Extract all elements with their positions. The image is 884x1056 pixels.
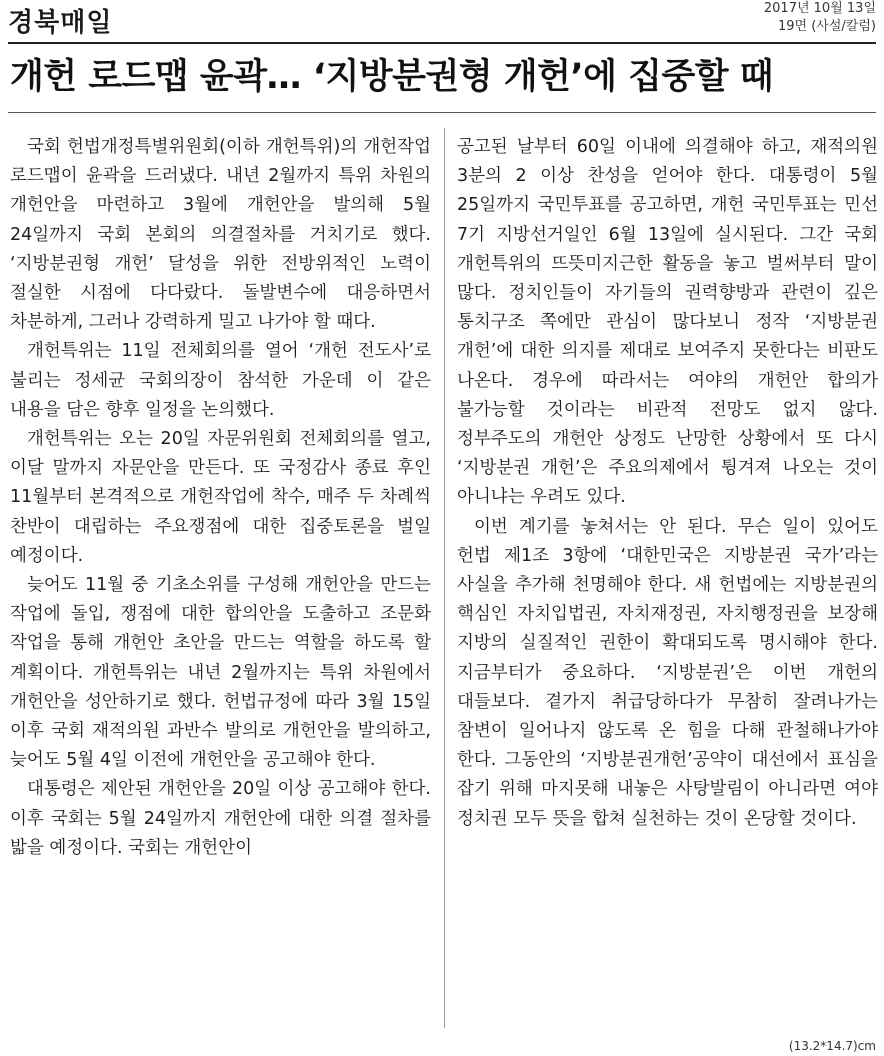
clipping-size-note: (13.2*14.7)cm [788, 1039, 876, 1053]
article-paragraph: 개헌특위는 오는 20일 자문위원회 전체회의를 열고, 이달 말까지 자문안을 만든다. 또 국정감사 종료 후인 11월부터 본격적으로 개헌작업에 착수, 매주 두 차례씩 찬반이 대립하는 주요쟁점에 대한 집중토론을 벌일 예정이다. [10, 429, 431, 566]
article-paragraph: 국회 헌법개정특별위원회(이하 개헌특위)의 개헌작업 로드맵이 윤곽을 드러냈다. 내년 2월까지 특위 차원의 개헌안을 마련하고 3월에 개헌안을 발의해 5월 24일까지 국회 본회의 의결절차를 거치기로 했다. ‘지방분권형 개헌’ 달성을 위한 전방위적인 노력이 절실한 시점에 다다랐다. 돌발변수에 대응하면서 차분하게, 그러나 강력하게 밀고 나가야 할 때다. [10, 137, 431, 333]
article-paragraph: 늦어도 11월 중 기초소위를 구성해 개헌안을 만드는 작업에 돌입, 쟁점에 대한 합의안을 도출하고 조문화 작업을 통해 개헌안 초안을 만드는 역할을 하도록 할 계획이다. 개헌특위는 내년 2월까지는 특위 차원에서 개헌안을 성안하기로 했다. 헌법규정에 따라 3월 15일 이후 국회 재적의원 과반수 발의로 개헌안을 발의하고, 늦어도 5월 4일 이전에 개헌안을 공고해야 한다. [10, 575, 431, 771]
article-paragraph: 개헌특위는 11일 전체회의를 열어 ‘개헌 전도사’로 불리는 정세균 국회의장이 참석한 가운데 이 같은 내용을 담은 향후 일정을 논의했다. [10, 341, 431, 420]
article-paragraph: 공고된 날부터 60일 이내에 의결해야 하고, 재적의원 3분의 2 이상 찬성을 얻어야 한다. 대통령이 5월 25일까지 국민투표를 공고하면, 개헌 국민투표는 민선 7기 지방선거일인 6월 13일에 실시된다. 그간 국회 개헌특위의 뜨뜻미지근한 활동을 놓고 벌써부터 말이 많다. 정치인들이 자기들의 권력향방과 관련이 깊은 통치구조 쪽에만 관심이 많다보니 정작 ‘지방분권 개헌’에 대한 의지를 제대로 보여주지 못한다는 비판도 나온다. 경우에 따라서는 여야의 개헌안 합의가 불가능할 것이라는 비관적 전망도 없지 않다. 정부주도의 개헌안 상정도 난망한 상황에서 또 다시 ‘지방분권 개헌’은 주요의제에서 튕겨져 나오는 것이 아니냐는 우려도 있다. [457, 137, 878, 508]
newspaper-masthead: 경북매일 [8, 8, 113, 38]
publication-date: 2017년 10월 13일 [763, 1, 876, 16]
article-column-left [10, 133, 431, 863]
publication-meta [764, 0, 876, 36]
article-paragraph: 이번 계기를 놓쳐서는 안 된다. 무슨 일이 있어도 헌법 제1조 3항에 ‘대한민국은 지방분권 국가’라는 사실을 추가해 천명해야 한다. 새 헌법에는 지방분권의 핵심인 자치입법권, 자치재정권, 자치행정권을 보장해 지방의 실질적인 권한이 확대되도록 명시해야 한다. 지금부터가 중요하다. ‘지방분권’은 이번 개헌의 대들보다. 곁가지 취급당하다가 무참히 잘려나가는 참변이 일어나지 않도록 온 힘을 다해 관철해나가야 한다. 그동안의 ‘지방분권개헌’공약이 대선에서 표심을 잡기 위해 마지못해 내놓은 사탕발림이 아니라면 여야 정치권 모두 뜻을 합쳐 실천하는 것이 온당할 것이다. [457, 516, 878, 829]
page-section: 19면 (사설/칼럼) [778, 19, 876, 34]
article-headline: 개헌 로드맵 윤곽… ‘지방분권형 개헌’에 집중할 때 [10, 57, 774, 97]
article-paragraph: 대통령은 제안된 개헌안을 20일 이상 공고해야 한다. 이후 국회는 5월 24일까지 개헌안에 대한 의결 절차를 밟을 예정이다. 국회는 개헌안이 [10, 779, 431, 858]
column-divider [444, 128, 445, 1028]
headline-rule [8, 112, 876, 113]
header-rule [8, 42, 876, 44]
article-column-right [457, 133, 878, 834]
